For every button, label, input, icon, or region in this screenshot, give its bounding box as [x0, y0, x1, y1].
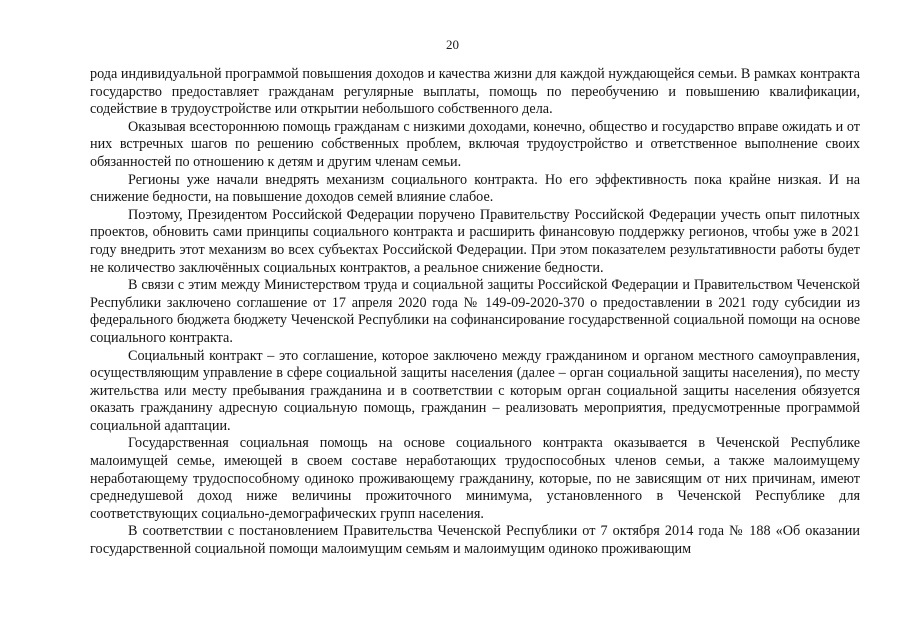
paragraph: Социальный контракт – это соглашение, которое заключено между гражданином и органом местного самоуправления, осуществляющим управление в сфере социальной защиты населения (далее – орган социальной защиты населения), по месту жительства или месту пребывания гражданина и в соответствии с которым орган социальной защиты населения обязуется оказать гражданину адресную социальную помощь, гражданин – реализовать мероприятия, предусмотренные программой социальной адаптации. [90, 347, 860, 434]
paragraph: Оказывая всестороннюю помощь гражданам с низкими доходами, конечно, общество и государство вправе ожидать и от них встречных шагов по решению собственных проблем, включая трудоустройство и ответственное выполнение своих обязанностей по отношению к детям и другим членам семьи. [90, 118, 860, 170]
paragraph: В соответствии с постановлением Правительства Чеченской Республики от 7 октября 2014 года № 188 «Об оказании государственной социальной помощи малоимущим семьям и малоимущим одиноко проживающим [90, 523, 860, 558]
paragraph: Государственная социальная помощь на основе социального контракта оказывается в Чеченской Республике малоимущей семье, имеющей в своем составе неработающих трудоспособных членов семьи, а также малоимущему неработающему трудоспособному одиноко проживающему гражданину, которые, по не зависящим от них причинам, имеют среднедушевой доход ниже величины прожиточного минимума, установленного в Чеченской Республике для соответствующих социально-демографических групп населения. [90, 435, 860, 522]
paragraph: В связи с этим между Министерством труда и социальной защиты Российской Федерации и Правительством Чеченской Республики заключено соглашение от 17 апреля 2020 года № 149-09-2020-370 о предоставлении в 2021 году субсидии из федерального бюджета бюджету Чеченской Республики на софинансирование государственной социальной помощи на основе социального контракта. [90, 277, 860, 346]
paragraph: Поэтому, Президентом Российской Федерации поручено Правительству Российской Федерации учесть опыт пилотных проектов, обновить сами принципы социального контракта и расширить финансовую поддержку регионов, чтобы уже в 2021 году внедрить этот механизм во всех субъектах Российской Федерации. При этом показателем результативности работы будет не количество заключённых социальных контрактов, а реальное снижение бедности. [90, 206, 860, 276]
paragraph: рода индивидуальной программой повышения доходов и качества жизни для каждой нуждающейся семьи. В рамках контракта государство предоставляет гражданам регулярные выплаты, помощь по переобучению и повышению квалификации, содействие в трудоустройстве или открытии небольшого собственного дела. [90, 66, 860, 118]
document-body [90, 66, 860, 559]
paragraph: Регионы уже начали внедрять механизм социального контракта. Но его эффективность пока крайне низкая. И на снижение бедности, на повышение доходов семей влияние слабое. [90, 171, 860, 206]
page-number: 20 [446, 37, 459, 52]
